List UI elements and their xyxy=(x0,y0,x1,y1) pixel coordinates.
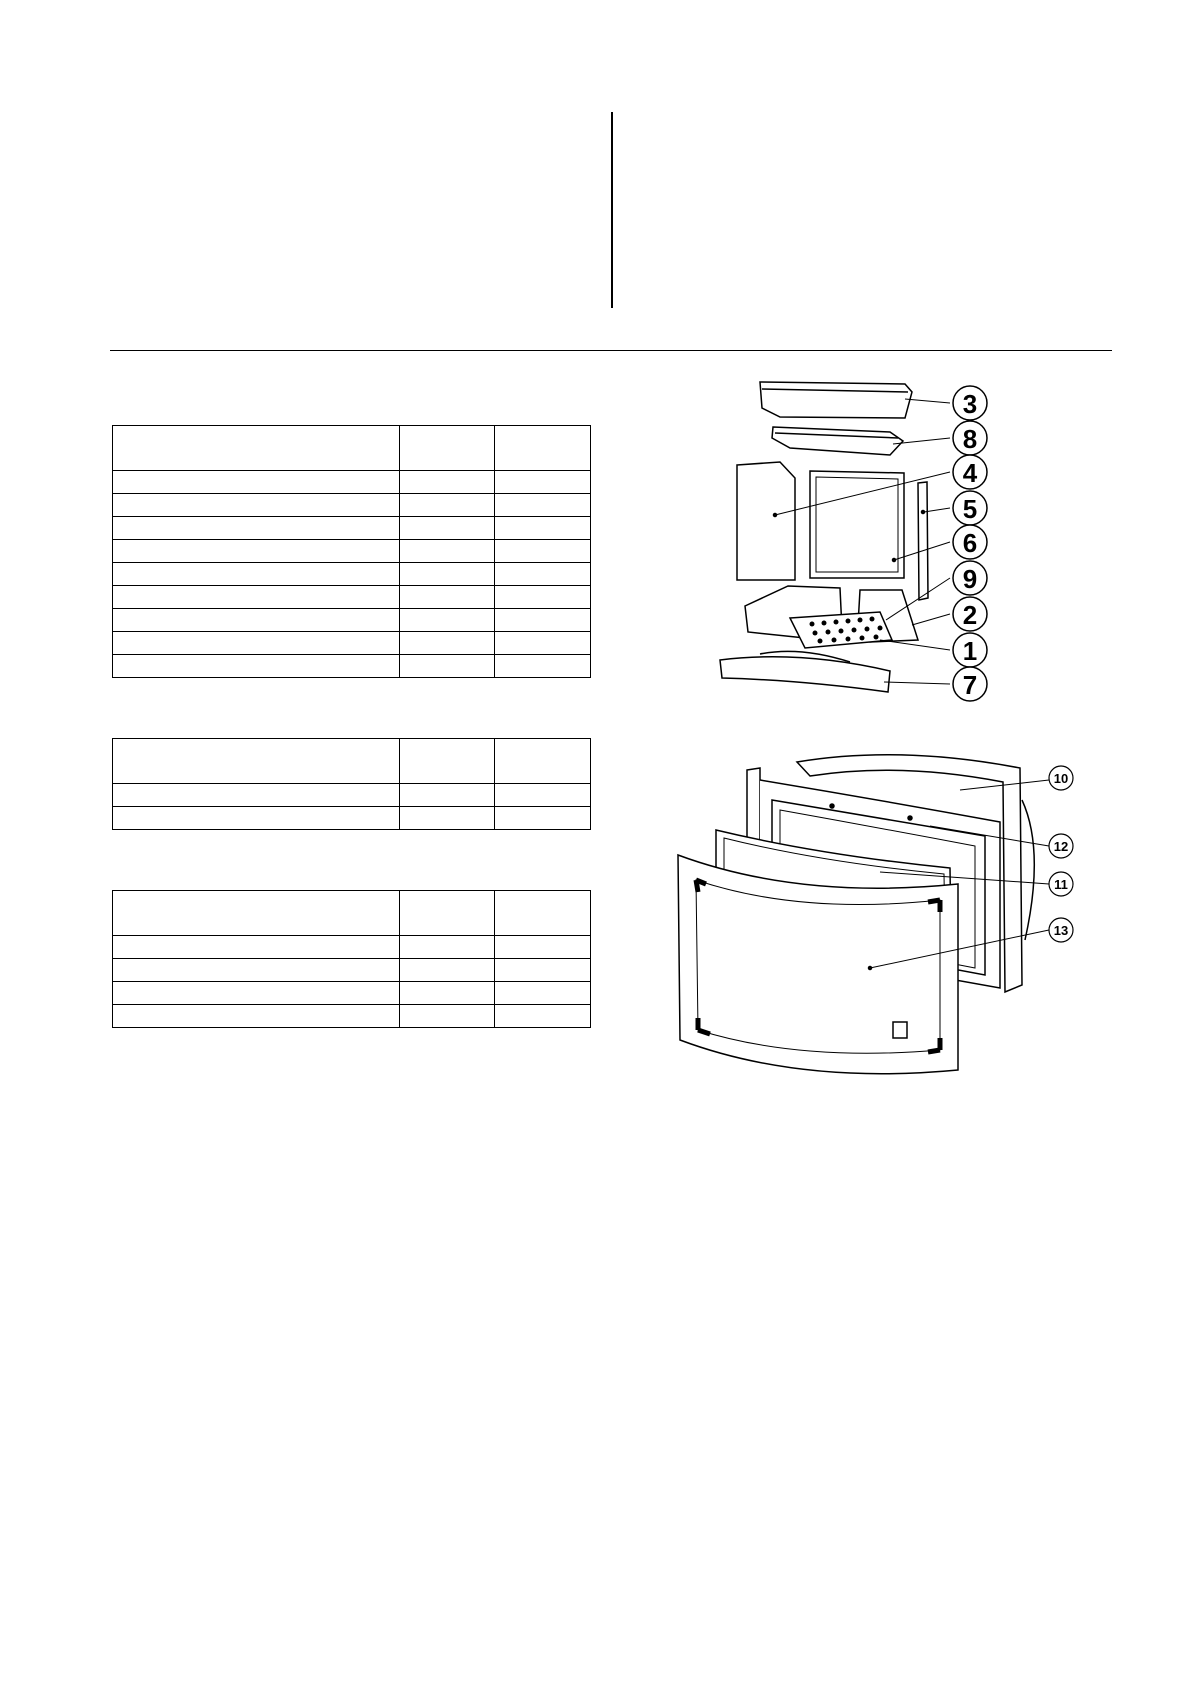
part-5-side-strip xyxy=(918,482,928,600)
callout-number: 7 xyxy=(962,670,978,700)
callout-number: 4 xyxy=(962,458,978,488)
part-3-top-baffle xyxy=(760,382,912,418)
callout-number: 11 xyxy=(1054,877,1068,892)
callout-7 xyxy=(953,667,987,701)
part-left-side-panel xyxy=(737,462,795,580)
callout-number: 3 xyxy=(962,389,978,419)
callout-5 xyxy=(953,491,987,525)
part-8-baffle xyxy=(772,427,903,455)
callout-number: 13 xyxy=(1053,923,1069,938)
callout-number: 5 xyxy=(962,494,978,524)
part-13-glass-panel xyxy=(678,855,958,1074)
callout-13 xyxy=(1049,918,1073,942)
firebox-exploded-drawing xyxy=(720,382,928,692)
callout-8 xyxy=(953,421,987,455)
callout-3 xyxy=(953,386,987,420)
callout-number: 8 xyxy=(962,424,978,454)
callout-1 xyxy=(953,633,987,667)
callout-number: 9 xyxy=(962,564,978,594)
firebox-callout-labels xyxy=(953,386,987,701)
callout-4 xyxy=(953,455,987,489)
part-7-front-lip xyxy=(720,657,890,692)
door-callout-labels xyxy=(1049,766,1073,942)
callout-number: 1 xyxy=(962,636,978,666)
callout-number: 12 xyxy=(1053,839,1069,854)
callout-10 xyxy=(1049,766,1073,790)
callout-12 xyxy=(1049,834,1073,858)
callout-11 xyxy=(1049,872,1073,896)
door-exploded-drawing xyxy=(678,755,1034,1074)
callout-number: 6 xyxy=(962,528,978,558)
callout-9 xyxy=(953,561,987,595)
callout-6 xyxy=(953,525,987,559)
callout-number: 10 xyxy=(1053,771,1069,786)
callout-2 xyxy=(953,597,987,631)
callout-number: 2 xyxy=(962,600,978,630)
